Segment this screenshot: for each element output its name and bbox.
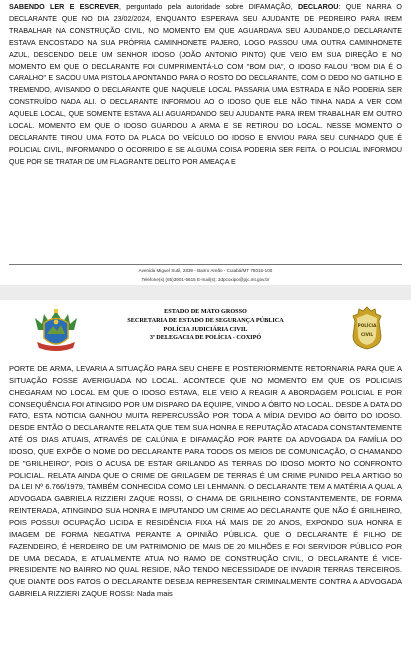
footer-address: Avenida Miguel Sutil, 2839 - Bairro Areão - Cuiabá/MT 78015-100 [138,268,273,273]
page1-body-text: : QUE NARRA O DECLARANTE QUE NO DIA 23/02/2024, ENQUANTO ESPERAVA SEU AJUDANTE DE PEDREIRO PARA IREM TRABALHAR NA CONSTRUÇÃO CIVIL, NO MOMENTO EM QUE AGUARDAVA SEU AJUDANDE,O DECLARANTE ESTAVA ENCOSTADO NA SUA PRÓPRIA CAMINHONETE PAJERO, LOGO PASSOU UMA OUTRA CAMINHONETE AZUL, DESCENDO DELE UM SENHOR IDOSO (JOÃO ANTONIO PINTO) QUE VEIO EM SUA DIREÇÃO E NO MOMENTO EM QUE O DECLARANTE FOI CUMPRIMENTÁ-LO COM "BOM DIA", O IDOSO FALOU "BOM DIA É O CARALHO" E SACOU UMA PISTOLA APONTANDO PARA O ROSTO DO DECLARANTE, COM O DEDO NO GATILHO E TREMENDO, AVISANDO O DECLARANTE QUE NAQUELE LOCAL PASSARIA UMA ESTRADA E NÃO PODERIA SER CONSTRUÍDO NADA ALI. O DECLARANTE INFORMOU AO O IDOSO QUE ELE NÃO TINHA NADA A VER COM AQUELE LOCAL, QUE SOMENTE ESTAVA ALI AGUARDANDO SEU AJUDANTE PARA IREM TRABALHAR EM OUTRO LOCAL. MOMENTO EM QUE O IDOSO GUARDOU A ARMA E SE RETIROU DO LOCAL. NESSE MOMENTO O DECLARANTE TIROU UMA FOTO DA PLACA DO VEÍCULO DO IDOSO E ENVIOU PARA SEU CUNHADO QUE É POLICIAL CIVIL, INFORMANDO O OCORRIDO E SE ALGUMA COISA PODERIA SER FEITA. O POLICIAL INFORMOU QUE POR SE TRATAR DE UM FLAGRANTE DELITO POR AMEAÇA E [9,3,402,166]
header-secretariat: SECRETARIA DE ESTADO DE SEGURANÇA PÚBLICA [127,316,284,324]
lead-bold-phrase: SABENDO LER E ESCREVER [9,3,119,11]
police-badge-icon [352,306,382,350]
page1-body-paragraph [9,2,402,169]
document-page-2 [0,300,411,656]
header-precinct: 3ª DELEGACIA DE POLÍCIA - COXIPÓ [149,334,262,342]
page-gap [0,285,411,300]
lead-text: , perguntado pela autoridade sobre DIFAMAÇÃO, [118,3,298,11]
footer-contact: Telefone(s) (65)3901-5615 E-mail(s): 3dpcoxipo@pjc.mt.gov.br [141,277,270,282]
document-page-1 [0,0,411,285]
header-police: POLÍCIA JUDICIÁRIA CIVIL [163,325,248,333]
page2-body-paragraph: PORTE DE ARMA, LEVARIA A SITUAÇÃO PARA SEU CHEFE E POSTERIORMENTE RETORNARIA PARA QUE A SITUAÇÃO FOSSE AVERIGUADA NO LOCAL. ACONTECE QUE NO MOMENTO EM QUE OS POLICIAIS CHEGARAM NO LOCAL EM QUE O IDOSO ESTAVA, ELE VEIO A REAGIR A ABORDAGEM POLICIAL E POR CONSEQUÊNCIA FOI ATINGIDO POR UM DISPARO DA EQUIPE, VINDO A ÓBITO NO LOCAL. DESDE A DATA DO FATO, ESTA NOTICIA GANHOU MUITA REPERCUSSÃO POR TODA A MÍDIA DEVIDO AO ÓBITO DO IDOSO. DESDE ENTÃO O DECLARANTE RELATA QUE TEM SUA HONRA E REPUTAÇÃO ATACADA CONSTANTEMENTE ATÉ OS DIAS ATUAIS, ATRAVÉS DE CALÚNIA E DIFAMAÇÃO POR PARTE DA ADVOGADA DA FAMÍLIA DO IDOSO, QUE EXPÕE O NOME DO DECLARANTE PARA TODOS OS MEIOS DE COMUNICAÇÃO, O CHAMANDO DE "GRILHEIRO", POIS O ACUSA DE ESTAR GRILANDO AS TERRAS DO IDOSO MORTO NO CONFRONTO POLICIAL. RELATA AINDA QUE O CRIME DE GRILAGEM DE TERRAS É UM CRIME PUNIDO PELA ARTIGO 50 DA LEI Nº 6.766/1979, TAMBÉM CONHECIDA COMO LEI LEHMANN. O DECLARANTE TEM A MATÉRIA A QUAL A ADVOGADA GABRIELA RIZZIERI ZAQUE ROSSI, O CHAMA DE GRILHEIRO CONSTANTEMENTE, DE FORMA REINTERADA, ATINGINDO SUA HONRA E IMPUTANDO UM CRIME AO DECLARANTE QUE NÃO É GRILHEIRO, POIS POSSUI OCUPAÇÃO LICIDA E RESIDÊNCIA FIXA HÁ MAIS DE 20 ANOS, EXPONDO SUA HONRA E IMAGEM DE FORMA NEGATIVA PERANTE A OPINIÃO PÚBLICA. QUE O DECLARANTE É FILHO DE FAZENDEIRO, É HERDEIRO DE UM PATRIMONIO DE MAIS DE 20 MILHÕES E FOI SERVIDOR PÚBLICO POR DE UMA DECADA, E ATUALMENTE ATUA NO RAMO DE CONSTRUÇÃO CIVIL, O DECLARANTE É VICE-PRESIDENTE NO BAIRRO NO QUAL RESIDE, NÃO TENDO NECESSIDADE DE INVADIR TERRAS TERCEIROS. QUE DIANTE DOS FATOS O DECLARANTE DESEJA REPRESENTAR CRIMINALMENTE CONTRA A ADVOGADA GABRIELA RIZZIERI ZAQUE ROSSI: Nada mais [9,364,402,599]
header-state: ESTADO DE MATO GROSSO [164,308,247,315]
footer-divider [9,264,402,265]
badge-text-bottom: CIVIL [360,332,374,337]
badge-text-top: POLÍCIA [357,323,377,328]
declared-label: DECLAROU [298,3,339,11]
document-header [0,308,411,343]
